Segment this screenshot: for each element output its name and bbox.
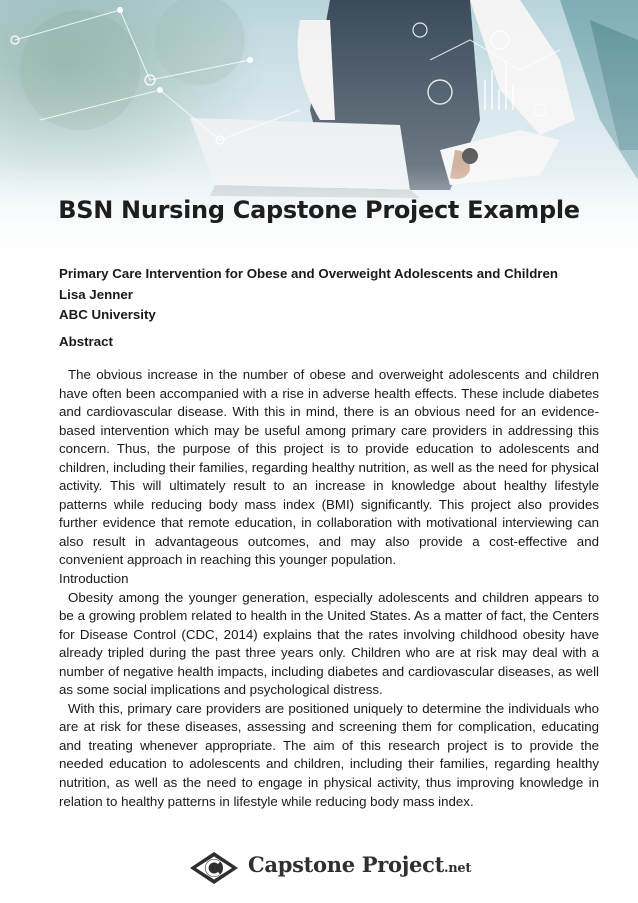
introduction-paragraph-2: With this, primary care providers are positioned uniquely to determine the individuals who are at risk for these diseases, assessing and screening them for complication, educating and treating whenever appropriate. The aim of this research project is to provide the needed education to adolescents and children, including their families, regarding healthy nutrition, as well as the need to engage in physical activity, thus improving knowledge in relation to healthy patterns in lifestyle while reducing body mass index. xyxy=(59,700,599,809)
hero-illustration xyxy=(0,0,638,300)
document-body xyxy=(59,366,599,811)
capstone-logo-text xyxy=(248,852,471,877)
capstone-logo-mark-icon xyxy=(188,848,240,888)
capstone-logo xyxy=(188,846,472,890)
introduction-heading: Introduction xyxy=(59,571,129,587)
institution-name: ABC University xyxy=(59,307,156,322)
abstract-paragraph: The obvious increase in the number of obese and overweight adolescents and children have often been accompanied with a rise in adverse health effects. These include diabetes and cardiovascular disease. With this in mind, there is an obvious need for an evidence-based intervention which may be useful among primary care providers in addressing this concern. Thus, the purpose of this project is to provide education to adolescents and children, including their families, regarding healthy nutrition, as well as the need for physical activity. This will ultimately result to an increase in knowledge about healthy lifestyle patterns while reducing body mass index (BMI) significantly. This project also provides further evidence that remote education, in collaboration with motivational interviewing can also result in advantageous outcomes, and may also provide a cost-effective and convenient approach in reaching this younger population. xyxy=(59,367,599,568)
project-meta xyxy=(59,264,599,326)
hero-image xyxy=(0,0,638,300)
logo-name: Capstone Project xyxy=(248,852,444,877)
project-title: Primary Care Intervention for Obese and Overweight Adolescents and Children xyxy=(59,266,559,281)
logo-suffix: .net xyxy=(443,861,472,876)
abstract-heading: Abstract xyxy=(59,334,113,349)
author-name: Lisa Jenner xyxy=(59,286,133,302)
introduction-paragraph-1: Obesity among the younger generation, especially adolescents and children appears to be a growing problem related to health in the United States. As a matter of fact, the Centers for Disease Control (CDC, 2014) explains that the rates involving childhood obesity have already tripled during the past three years only. Children who are at risk may deal with a number of negative health impacts, including diabetes and cardiovascular diseases, as well as some social implications and psychological distress. xyxy=(59,589,599,698)
page-title: BSN Nursing Capstone Project Example xyxy=(58,196,580,224)
